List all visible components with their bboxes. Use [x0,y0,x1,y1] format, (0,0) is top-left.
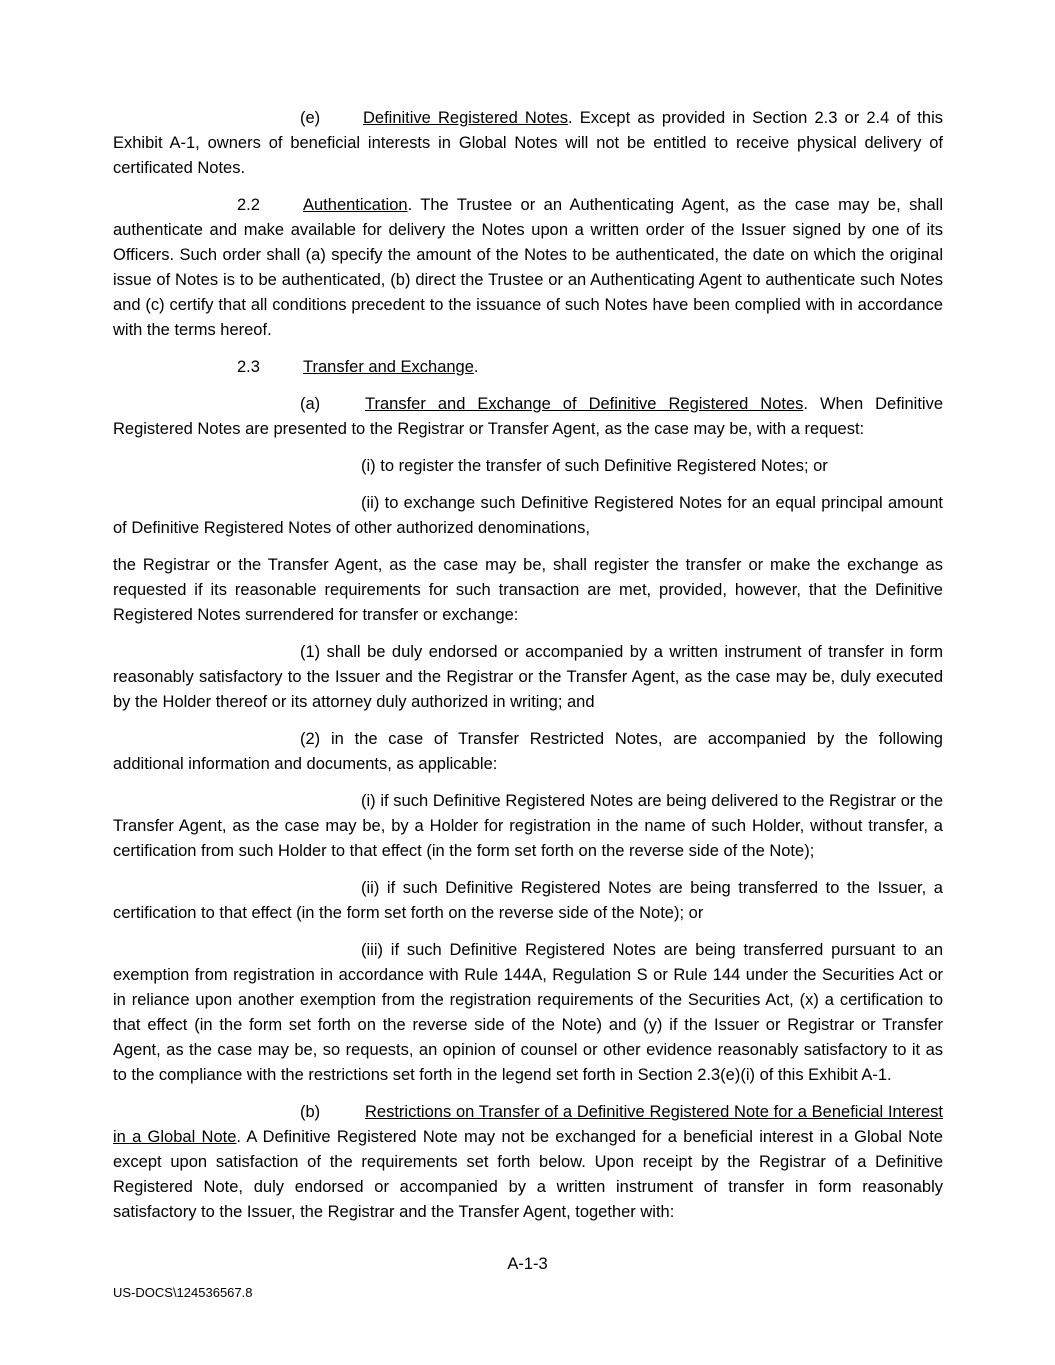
clause-2-text: (2) in the case of Transfer Restricted Notes, are accompanied by the following additional information and documents, as applicable: [113,730,943,773]
paragraph-e [113,106,943,181]
paragraph-connector [113,553,943,628]
paragraph-b-text: . A Definitive Registered Note may not be exchanged for a beneficial interest in a Global Note except upon satisfaction of the requirements set forth below. Upon receipt by the Registrar of a Definitive Registered Note, duly endorsed or accompanied by a written instrument of transfer in form reasonably satisfactory to the Issuer, the Registrar and the Transfer Agent, together with: [113,1128,943,1221]
subclause-iii [113,938,943,1088]
subclause-ii-text: (ii) if such Definitive Registered Notes are being transferred to the Issuer, a certification to that effect (in the form set forth on the reverse side of the Note); or [113,879,943,922]
section-number-2-2: 2.2 [237,196,260,214]
paragraph-e-text: . Except as provided in Section 2.3 or 2.4 of this Exhibit A-1, owners of beneficial interests in Global Notes will not be entitled to receive physical delivery of certificated Notes. [113,109,943,177]
section-2-2 [113,193,943,343]
clause-1-text: (1) shall be duly endorsed or accompanied by a written instrument of transfer in form reasonably satisfactory to the Issuer and the Registrar or the Transfer Agent, as the case may be, duly executed by the Holder thereof or its attorney duly authorized in writing; and [113,643,943,711]
document-body [113,106,943,1237]
paragraph-b [113,1100,943,1225]
clause-ii-text: (ii) to exchange such Definitive Registered Notes for an equal principal amount of Definitive Registered Notes of other authorized denominations, [113,494,943,537]
clause-label-a: (a) [300,395,321,413]
subclause-i [113,789,943,864]
paragraph-a [113,392,943,442]
heading-transfer-exchange-definitive: Transfer and Exchange of Definitive Registered Notes [365,395,804,413]
subclause-i-text: (i) if such Definitive Registered Notes are being delivered to the Registrar or the Transfer Agent, as the case may be, by a Holder for registration in the name of such Holder, without transfer, a certification from such Holder to that effect (in the form set forth on the reverse side of the Note); [113,792,943,860]
paragraph-connector-text: the Registrar or the Transfer Agent, as the case may be, shall register the transfer or make the exchange as requested if its reasonable requirements for such transaction are met, provided, however, that the Definitive Registered Notes surrendered for transfer or exchange: [113,556,943,624]
subclause-ii [113,876,943,926]
clause-i-text: (i) to register the transfer of such Definitive Registered Notes; or [361,457,828,475]
section-2-3-heading [113,355,943,380]
clause-1 [113,640,943,715]
clause-label-e: (e) [300,109,321,127]
heading-restrictions-on-transfer: Restrictions on Transfer of a Definitive Registered Note for a Beneficial Interest in a Global Note [113,1103,943,1146]
paragraph-a-text: . When Definitive Registered Notes are presented to the Registrar or Transfer Agent, as the case may be, with a request: [113,395,944,438]
document-id-footer: US-DOCS\124536567.8 [113,1285,253,1300]
subclause-iii-text: (iii) if such Definitive Registered Notes are being transferred pursuant to an exemption from registration in accordance with Rule 144A, Regulation S or Rule 144 under the Securities Act or in reliance upon another exemption from the registration requirements of the Securities Act, (x) a certification to that effect (in the form set forth on the reverse side of the Note) and (y) if the Issuer or Registrar or Transfer Agent, as the case may be, so requests, an opinion of counsel or other evidence reasonably satisfactory to it as to the compliance with the restrictions set forth in the legend set forth in Section 2.3(e)(i) of this Exhibit A-1. [113,941,943,1084]
clause-ii [113,491,943,541]
clause-2 [113,727,943,777]
section-number-2-3: 2.3 [237,358,260,376]
section-2-2-text: . The Trustee or an Authenticating Agent, as the case may be, shall authenticate and make available for delivery the Notes upon a written order of the Issuer signed by one of its Officers. Such order shall (a) specify the amount of the Notes to be authenticated, the date on which the original issue of Notes is to be authenticated, (b) direct the Trustee or an Authenticating Agent to authenticate such Notes and (c) certify that all conditions precedent to the issuance of such Notes have been complied with in accordance with the terms hereof. [113,196,943,339]
section-2-3-period: . [473,358,479,376]
heading-transfer-and-exchange: Transfer and Exchange [303,358,474,376]
page-number: A-1-3 [507,1255,548,1273]
heading-definitive-registered-notes: Definitive Registered Notes [363,109,569,127]
heading-authentication: Authentication [303,196,408,214]
clause-label-b: (b) [300,1103,321,1121]
clause-i [113,454,943,479]
